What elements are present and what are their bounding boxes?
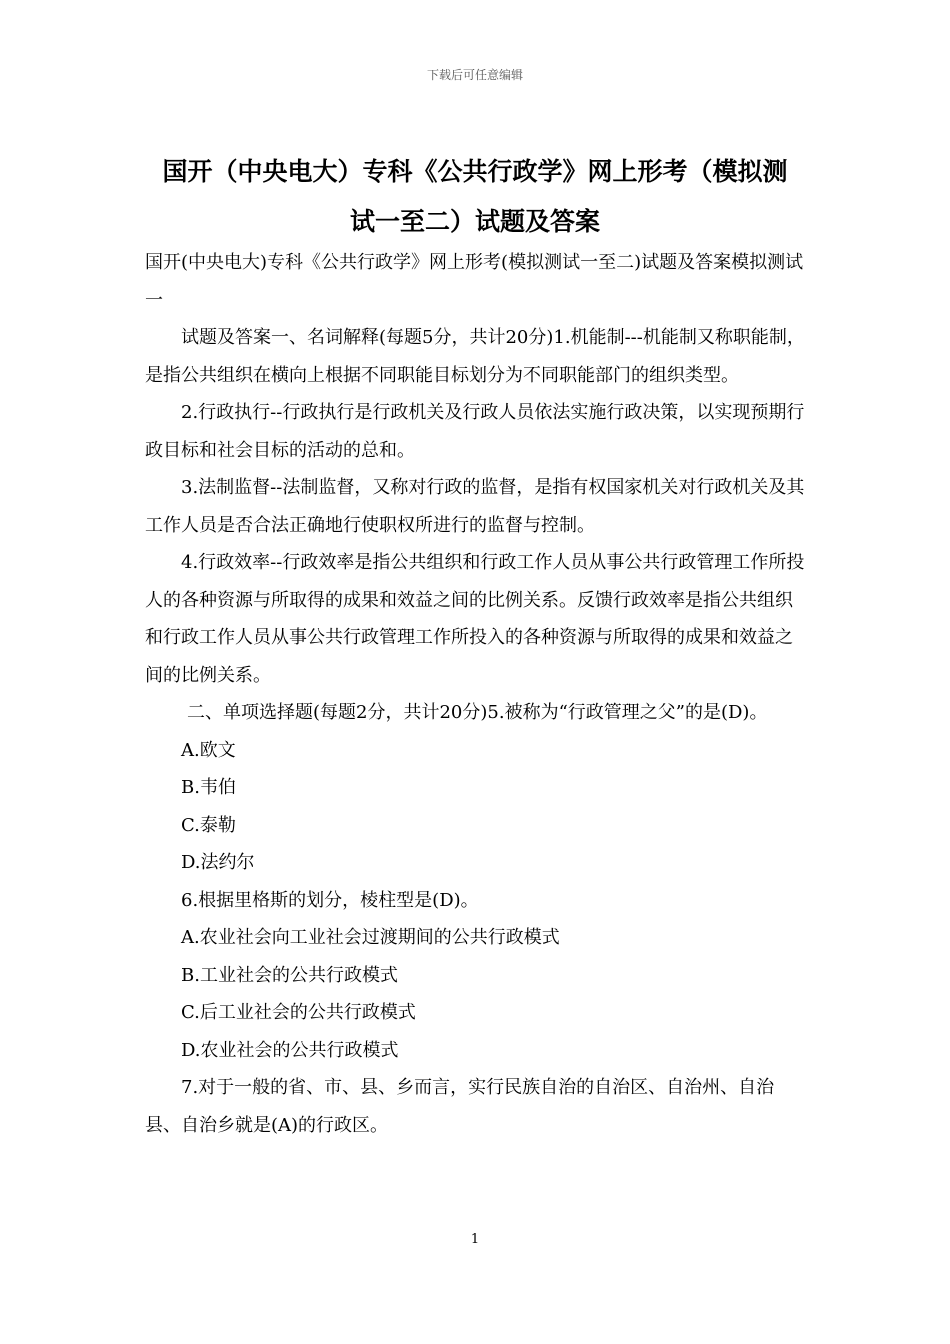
header-note: 下载后可任意编辑	[426, 68, 523, 82]
document-title-line-1: 国开（中央电大）专科《公共行政学》网上形考（模拟测	[162, 157, 788, 186]
question-6-paragraph: 6.根据里格斯的划分，棱柱型是(D)。	[181, 889, 479, 911]
section-1-paragraph: 试题及答案一、名词解释(每题5分，共计20分)1.机能制---机能制又称职能制，是指公共组织在横向上根据不同职能目标划分为不同职能部门的组织类型。	[145, 327, 805, 386]
question-5-paragraph: 二、单项选择题(每题2分，共计20分)5.被称为“行政管理之父”的是(D)。	[187, 702, 768, 723]
term-4-paragraph: 4.行政效率--行政效率是指公共组织和行政工作人员从事公共行政管理工作所投人的各种资源与所取得的成果和效益之间的比例关系。反馈行政效率是指公共组织和行政工作人员从事公共行政管理工作所投入的各种资源与所取得的成果和效益之间的比例关系。	[145, 552, 805, 686]
question-7-paragraph: 7.对于一般的省、市、县、乡而言，实行民族自治的自治区、自治州、自治县、自治乡就是(A)的行政区。	[145, 1077, 775, 1136]
document-title-line-2: 试一至二）试题及答案	[349, 207, 600, 236]
option-6c: C.后工业社会的公共行政模式	[181, 1002, 416, 1023]
option-6d: D.农业社会的公共行政模式	[181, 1039, 399, 1061]
term-2-paragraph: 2.行政执行--行政执行是行政机关及行政人员依法实施行政决策，以实现预期行政目标和社会目标的活动的总和。	[145, 402, 805, 461]
option-5b: B.韦伯	[181, 777, 236, 798]
option-5a: A.欧文	[181, 739, 236, 761]
document-body	[145, 244, 809, 1144]
term-3-paragraph: 3.法制监督--法制监督，又称对行政的监督，是指有权国家机关对行政机关及其工作人员是否合法正确地行使职权所进行的监督与控制。	[145, 477, 805, 536]
option-5c: C.泰勒	[181, 814, 236, 836]
page-number: 1	[470, 1232, 480, 1247]
option-6a: A.农业社会向工业社会过渡期间的公共行政模式	[181, 927, 560, 948]
intro-paragraph: 国开(中央电大)专科《公共行政学》网上形考(模拟测试一至二)试题及答案模拟测试一	[145, 252, 804, 311]
option-5d: D.法约尔	[181, 852, 255, 873]
option-6b: B.工业社会的公共行政模式	[181, 964, 398, 986]
